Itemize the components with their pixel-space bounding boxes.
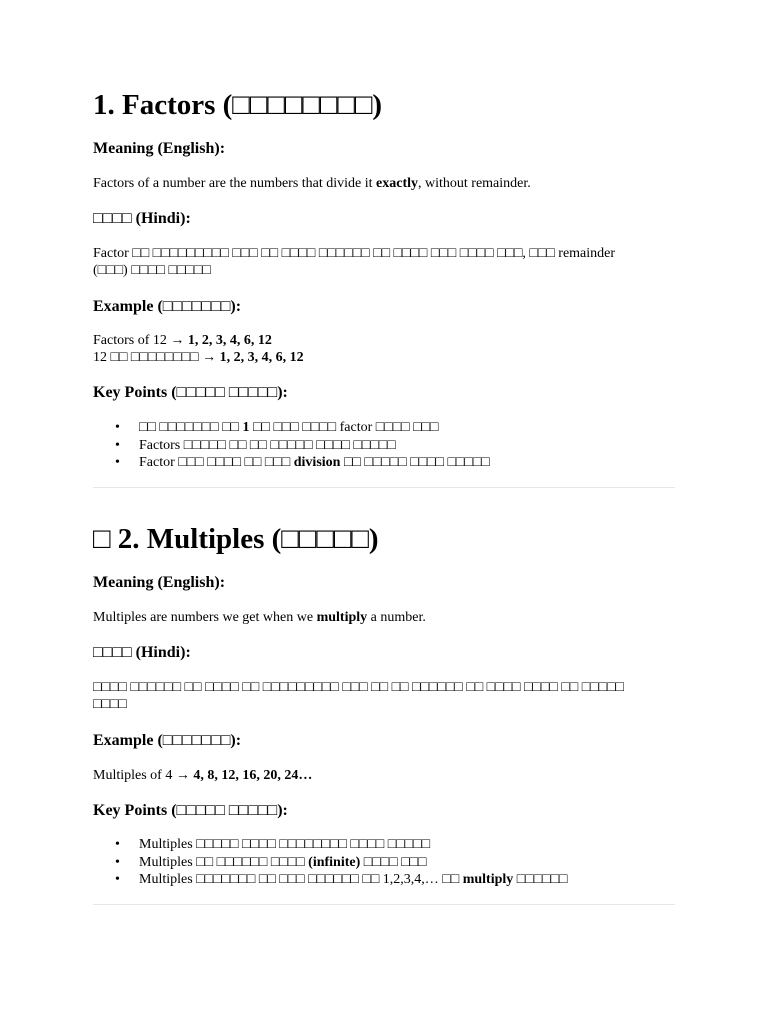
multiples-heading: □ 2. Multiples (□□□□□) [93,523,379,555]
factors-hindi-text [93,245,615,279]
arrow-icon: → [170,333,185,348]
list-item: • Multiples □□□□□□□ □□ □□□ □□□□□□ □□ 1,2,3,4,… □□ multiply □□□□□□ [115,872,568,887]
multiples-keypoints-label: Key Points (□□□□□ □□□□□): [93,802,288,819]
bullet-icon: • [115,872,120,887]
multiples-example-line-1: Multiples of 4 → 4, 8, 12, 16, 20, 24… [93,768,313,783]
multiples-meaning-text: Multiples are numbers we get when we multiply a number. [93,610,426,625]
multiples-hindi-line-1: □□□□ □□□□□□ □□ □□□□ □□ □□□□□□□□□ □□□ □□ □□ □□□□□□ □□ □□□□ □□□□ □□ □□□□□ [93,680,624,695]
factors-example-line-1: Factors of 12 → 1, 2, 3, 4, 6, 12 [93,333,272,348]
list-item: • Factor □□□ □□□□ □□ □□□ division □□ □□□□□ □□□□ □□□□□ [115,455,490,470]
multiples-hindi-label: □□□□ (Hindi): [93,644,191,661]
factors-hindi-label: □□□□ (Hindi): [93,210,191,227]
factors-example-block [93,332,304,366]
list-item: • □□ □□□□□□□ □□ 1 □□ □□□ □□□□ factor □□□□ □□□ [115,420,439,435]
multiples-example-label: Example (□□□□□□□): [93,732,242,749]
bullet-icon: • [115,455,120,470]
arrow-icon: → [202,350,217,365]
multiples-meaning-label: Meaning (English): [93,574,226,591]
bullet-icon: • [115,420,120,435]
factors-keypoints-label: Key Points (□□□□□ □□□□□): [93,384,288,401]
list-item: • Multiples □□ □□□□□□ □□□□ (infinite) □□□□ □□□ [115,854,427,870]
factors-example-label: Example (□□□□□□□): [93,298,242,315]
factors-keypoints-list [93,419,490,472]
section-divider [93,904,675,905]
factors-heading: 1. Factors (□□□□□□□□) [93,89,383,121]
multiples-hindi-line-2: □□□□ [93,697,127,712]
bullet-icon: • [115,854,120,870]
factors-hindi-line-2: (□□□) □□□□ □□□□□ [93,263,211,278]
factors-example-line-2: 12 □□ □□□□□□□□ → 1, 2, 3, 4, 6, 12 [93,350,304,365]
multiples-hindi-text [93,679,624,713]
multiples-keypoints-list [93,836,568,889]
factors-hindi-line-1: Factor □□ □□□□□□□□□ □□□ □□ □□□□ □□□□□□ □□ □□□□ □□□ □□□□ □□□, □□□ remainder [93,246,616,261]
list-item: • Factors □□□□□ □□ □□ □□□□□ □□□□ □□□□□ [115,437,396,453]
section-divider [93,487,675,488]
arrow-icon: → [175,768,190,783]
bullet-icon: • [115,837,120,852]
factors-meaning-label: Meaning (English): [93,140,226,157]
factors-meaning-text: Factors of a number are the numbers that divide it exactly, without remainder. [93,176,531,191]
list-item: • Multiples □□□□□ □□□□ □□□□□□□□ □□□□ □□□□□ [115,837,431,852]
bullet-icon: • [115,437,120,453]
